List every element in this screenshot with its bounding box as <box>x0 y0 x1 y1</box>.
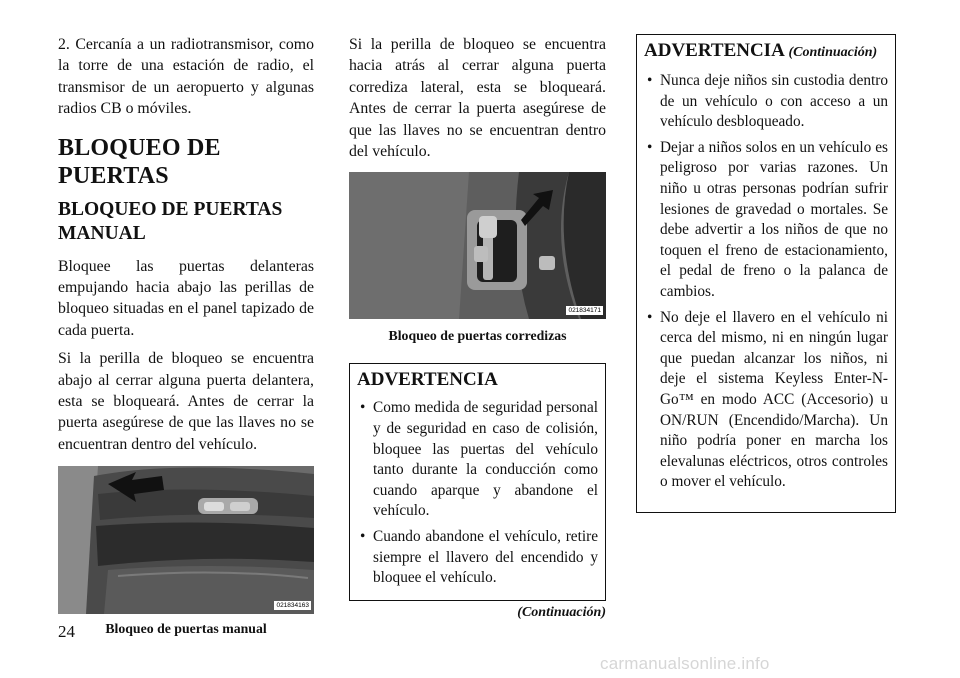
warning-box-continued <box>636 34 896 513</box>
warning-list <box>644 71 888 493</box>
body-paragraph: Si la perilla de bloqueo se encuentra hacia atrás al cerrar alguna puerta corrediza lateral, esta se bloqueará. Antes de cerrar la puerta asegúrese de que las llaves no se encuentran dentro del vehículo. <box>349 36 606 161</box>
section-heading: BLOQUEO DE PUERTAS <box>58 134 221 189</box>
watermark: carmanualsonline.info <box>600 654 770 673</box>
figure-code: 021834163 <box>276 602 309 610</box>
column-left <box>58 34 314 638</box>
figure-caption: Bloqueo de puertas manual <box>105 621 267 637</box>
warning-title <box>644 39 888 65</box>
column-right <box>636 34 896 513</box>
page-number: 24 <box>58 622 75 641</box>
warning-item: • Cuando abandone el vehículo, retire siempre el llavero del encendido y bloquee el vehículo. <box>357 527 598 589</box>
warning-item: • Nunca deje niños sin custodia dentro de un vehículo o con acceso a un vehículo desbloqueado. <box>644 71 888 133</box>
figure-caption: Bloqueo de puertas corredizas <box>388 328 567 344</box>
warning-title-suffix: (Continuación) <box>788 45 878 60</box>
warning-list <box>357 398 598 588</box>
subsection-heading: BLOQUEO DE PUERTAS MANUAL <box>58 198 283 244</box>
sliding-door-lock-photo <box>349 172 606 319</box>
warning-box <box>349 363 606 600</box>
body-paragraph: Bloquee las puertas delanteras empujando hacia abajo las perillas de bloqueo situadas en el panel tapizado de cada puerta. <box>58 257 314 339</box>
warning-item: • Dejar a niños solos en un vehículo es peligroso por varias razones. Un niño u otras personas podrían sufrir lesiones de gravedad o mortales. Se debe advertir a los niños de que no toquen el freno de estacionamiento, el pedal de freno o la palanca de cambios. <box>644 138 888 303</box>
figure-code: 021834171 <box>568 307 601 315</box>
warning-title-text: ADVERTENCIA <box>644 40 784 61</box>
manual-door-lock-photo <box>58 466 314 614</box>
warning-item: • No deje el llavero en el vehículo ni cerca del mismo, ni en ningún lugar que puedan alcanzar los niños, ni deje el sistema Keyless Enter-N-Go™ en modo ACC (Accesorio) u ON/RUN (Encendido/Marcha). Un niño podría poner en marcha los elevalunas eléctricos, otros controles o mover el vehículo. <box>644 308 888 493</box>
front-door-panel-illustration <box>58 466 314 614</box>
continued-label: (Continuación) <box>517 604 606 620</box>
body-paragraph: Si la perilla de bloqueo se encuentra abajo al cerrar alguna puerta delantera, esta se bloqueará. Antes de cerrar la puerta asegúrese de que las llaves no se encuentran dentro del vehículo. <box>58 350 314 453</box>
intro-paragraph: 2. Cercanía a un radiotransmisor, como la torre de una estación de radio, el transmisor de un aeropuerto y algunas radios CB o móviles. <box>58 36 314 118</box>
warning-title: ADVERTENCIA <box>357 369 498 391</box>
sliding-door-panel-illustration <box>349 172 606 319</box>
column-middle <box>349 34 606 621</box>
warning-item: • Como medida de seguridad personal y de seguridad en caso de colisión, bloquee las puertas del vehículo tanto durante la conducción como cuando aparque y abandone el vehículo. <box>357 398 598 522</box>
